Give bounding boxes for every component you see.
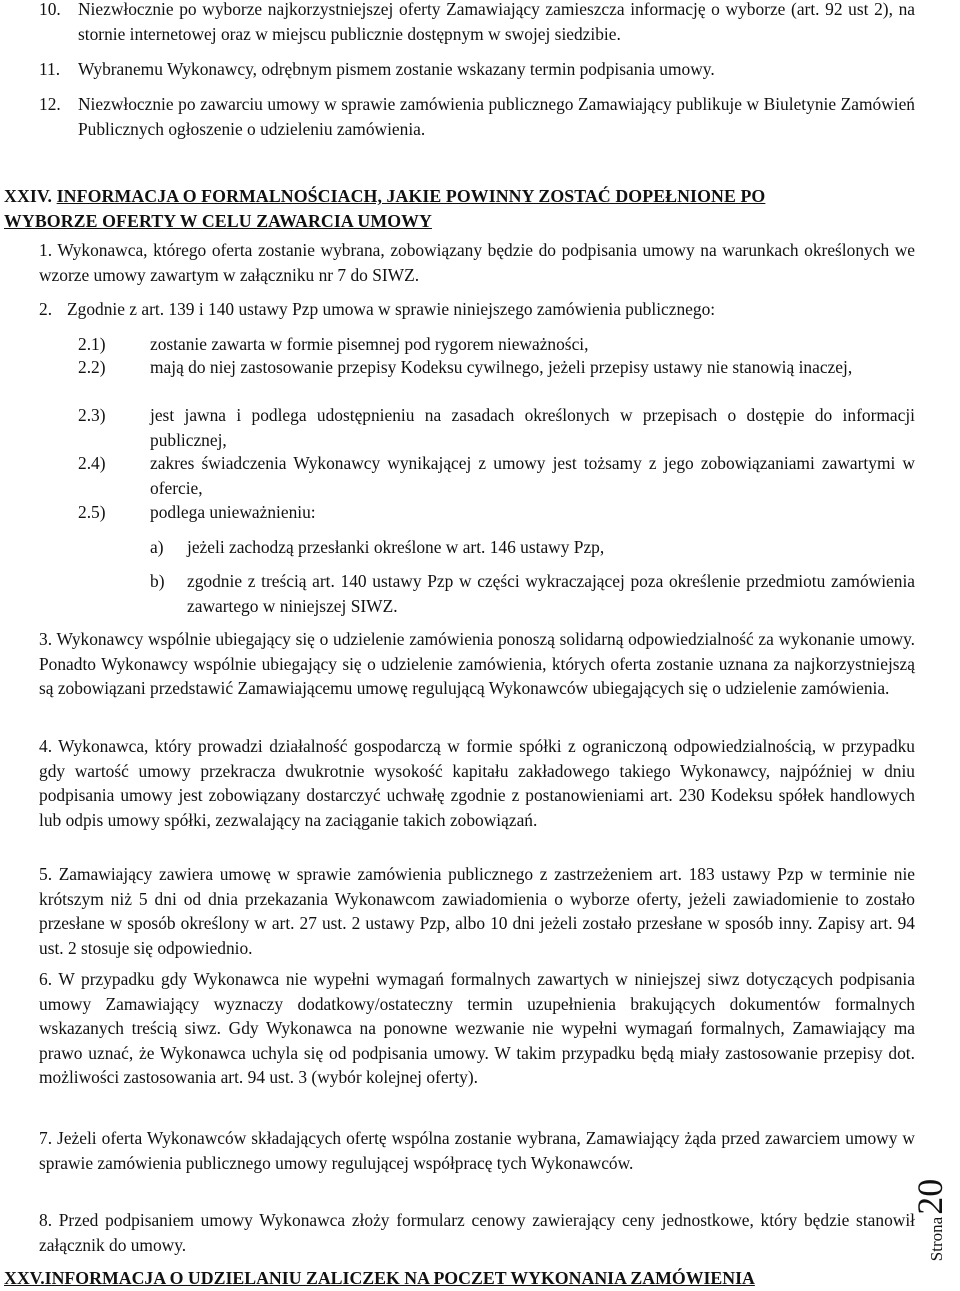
sub-item-number: 2.1): [78, 334, 106, 354]
paragraph-2-number: 2.: [39, 299, 53, 319]
letter-item-text: jeżeli zachodzą przesłanki określone w art. 146 ustawy Pzp,: [187, 537, 605, 557]
list-item-text: Wybranemu Wykonawcy, odrębnym pismem zostanie wskazany termin podpisania umowy.: [78, 59, 715, 79]
section-heading-xxiv: [4, 184, 924, 233]
list-item-text: Niezwłocznie po zawarciu umowy w sprawie zamówienia publicznego Zamawiający publikuje w Biuletynie Zamówień Publicznych ogłoszenie o udzieleniu zamówienia.: [78, 94, 915, 139]
list-number: 10.: [39, 0, 61, 19]
paragraph-7: 7. Jeżeli oferta Wykonawców składających ofertę wspólna zostanie wybrana, Zamawiający żąda przed zawarciem umowy w sprawie zamówienia publicznego umowy regulującej współpracę tych Wykonawców.: [39, 1128, 915, 1173]
sub-item-text: mają do niej zastosowanie przepisy Kodeksu cywilnego, jeżeli przepisy ustawy nie stanowią inaczej,: [150, 357, 853, 377]
sub-item-number: 2.3): [78, 405, 106, 425]
paragraph-3: 3. Wykonawcy wspólnie ubiegający się o udzielenie zamówienia ponoszą solidarną odpowiedzialność za wykonanie umowy. Ponadto Wykonawcy wspólnie ubiegający się o udzielenie zamówienia, których oferta zostanie uznana za najkorzystniejszą są zobowiązani przedstawić Zamawiającemu umowę regulującą Wykonawców ubiegających się o udzielenie zamówienia.: [39, 629, 915, 699]
letter-item-number: a): [150, 537, 164, 557]
section-title-line1: INFORMACJA O FORMALNOŚCIACH, JAKIE POWINNY ZOSTAĆ DOPEŁNIONE PO: [56, 186, 766, 206]
list-item-text: Niezwłocznie po wyborze najkorzystniejszej oferty Zamawiający zamieszcza informację o wyborze (art. 92 ust 2), na stornie internetowej oraz w miejscu publicznie dostępnym w swojej siedzibie.: [78, 0, 915, 44]
letter-item-number: b): [150, 571, 165, 591]
page-number-marker: [910, 1150, 954, 1290]
sub-item-text: jest jawna i podlega udostępnieniu na zasadach określonych w przepisach o dostępie do informacji publicznej,: [150, 405, 915, 450]
sub-item-number: 2.2): [78, 357, 106, 377]
list-number: 11.: [39, 59, 61, 79]
sub-item-text: zostanie zawarta w formie pisemnej pod rygorem nieważności,: [150, 334, 589, 354]
paragraph-8: 8. Przed podpisaniem umowy Wykonawca złoży formularz cenowy zawierający ceny jednostkowe, który będzie stanowił załącznik do umowy.: [39, 1210, 915, 1255]
paragraph-5: 5. Zamawiający zawiera umowę w sprawie zamówienia publicznego z zastrzeżeniem art. 183 ustawy Pzp w terminie nie krótszym niż 5 dni od dnia przekazania Wykonawcom zawiadomienia o wyborze oferty, jeżeli zawiadomienie to zostało przesłane w sposób określony w art. 27 ust. 2 ustawy Pzp, albo 10 dni jeżeli zostało przesłane w sposób inny. Zapisy art. 94 ust. 2 stosuje się odpowiednio.: [39, 864, 915, 958]
page-number: 20: [910, 1178, 951, 1215]
list-number: 12.: [39, 94, 61, 114]
page-label: Strona: [927, 1216, 947, 1262]
letter-item-text: zgodnie z treścią art. 140 ustawy Pzp w części wykraczającej poza określenie przedmiotu zamówienia zawartego w niniejszej SIWZ.: [187, 571, 915, 616]
section-title-line2: WYBORZE OFERTY W CELU ZAWARCIA UMOWY: [4, 210, 432, 231]
sub-item-text: podlega unieważnieniu:: [150, 502, 316, 522]
paragraph-4: 4. Wykonawca, który prowadzi działalność gospodarczą w formie spółki z ograniczoną odpowiedzialnością, w przypadku gdy wartość umowy przekracza dwukrotnie wysokość kapitału zakładowego takiego Wykonawcy, najpóźniej w dniu podpisania umowy jest zobowiązany dostarczyć uchwałę zgodnie z postanowieniami art. 230 Kodeksu spółek handlowych lub odpis umowy spółki, zezwalający na zaciąganie takich zobowiązań.: [39, 736, 915, 830]
paragraph-6: 6. W przypadku gdy Wykonawca nie wypełni wymagań formalnych zawartych w niniejszej siwz dotyczących podpisania umowy Zamawiający wyznaczy dodatkowy/ostateczny termin uzupełnienia brakujących dokumentów formalnych wskazanych treścią siwz. Gdy Wykonawca na ponowne wezwanie nie wypełni wymagań formalnych, Zamawiający ma prawo uznać, że Wykonawca uchyla się od podpisania umowy. W takim przypadku będą miały zastosowanie przepisy dot. możliwości zastosowania art. 94 ust. 3 (wybór kolejnej oferty).: [39, 969, 915, 1088]
paragraph-2-text: Zgodnie z art. 139 i 140 ustawy Pzp umowa w sprawie niniejszego zamówienia publicznego:: [67, 299, 716, 319]
section-heading-xxv: XXV.INFORMACJA O UDZIELANIU ZALICZEK NA POCZET WYKONANIA ZAMÓWIENIA: [4, 1268, 755, 1288]
section-number: XXIV.: [4, 186, 53, 206]
sub-item-text: zakres świadczenia Wykonawcy wynikającej z umowy jest tożsamy z jego zobowiązaniami zawartymi w ofercie,: [150, 453, 915, 498]
sub-item-number: 2.4): [78, 453, 106, 473]
sub-item-number: 2.5): [78, 502, 106, 522]
paragraph-1: 1. Wykonawca, którego oferta zostanie wybrana, zobowiązany będzie do podpisania umowy na warunkach określonych we wzorze umowy zawartym w załączniku nr 7 do SIWZ.: [39, 240, 915, 285]
